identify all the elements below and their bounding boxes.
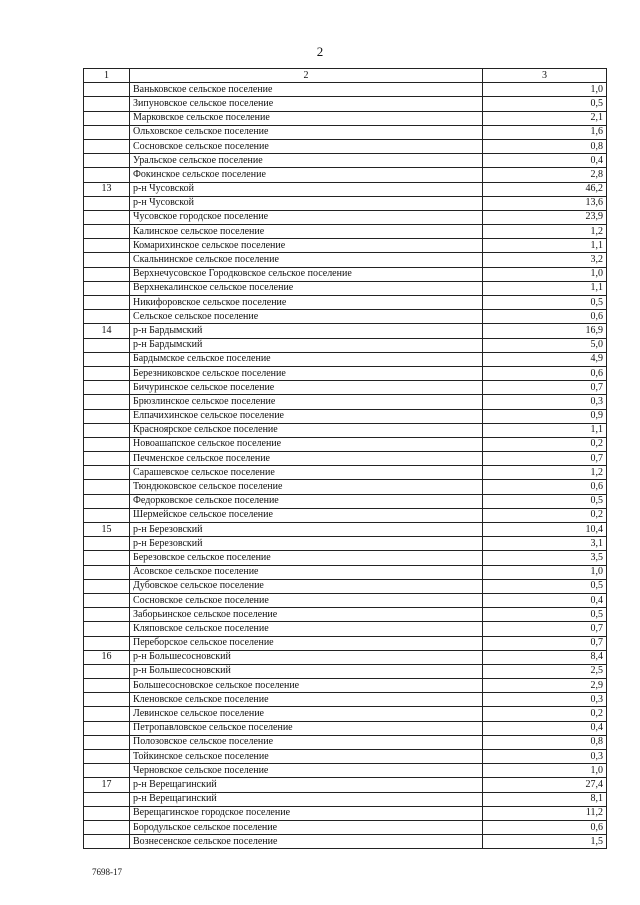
value-cell: 0,6 (483, 480, 607, 494)
value-cell: 3,2 (483, 253, 607, 267)
settlement-name-cell: Кляповское сельское поселение (130, 622, 483, 636)
value-cell: 0,3 (483, 750, 607, 764)
table-row (84, 480, 607, 494)
row-number-cell (84, 267, 130, 281)
table-row (84, 111, 607, 125)
row-number-cell (84, 480, 130, 494)
row-number-cell: 13 (84, 182, 130, 196)
value-cell: 3,5 (483, 551, 607, 565)
row-number-cell (84, 423, 130, 437)
table-row (84, 622, 607, 636)
row-number-cell (84, 693, 130, 707)
value-cell: 1,2 (483, 225, 607, 239)
settlement-name-cell: Верещагинское городское поселение (130, 806, 483, 820)
table-row (84, 168, 607, 182)
row-number-cell (84, 764, 130, 778)
table-row (84, 324, 607, 338)
settlement-name-cell: р-н Верещагинский (130, 778, 483, 792)
row-number-cell (84, 154, 130, 168)
value-cell: 0,7 (483, 381, 607, 395)
table-row (84, 778, 607, 792)
row-number-cell (84, 111, 130, 125)
settlement-name-cell: Скальнинское сельское поселение (130, 253, 483, 267)
value-cell: 4,9 (483, 352, 607, 366)
row-number-cell (84, 735, 130, 749)
row-number-cell (84, 608, 130, 622)
settlement-name-cell: Марковское сельское поселение (130, 111, 483, 125)
row-number-cell: 17 (84, 778, 130, 792)
table-row (84, 139, 607, 153)
value-cell: 0,7 (483, 636, 607, 650)
settlement-name-cell: Зипуновское сельское поселение (130, 97, 483, 111)
table-row (84, 409, 607, 423)
value-cell: 1,1 (483, 239, 607, 253)
table-row (84, 494, 607, 508)
settlement-name-cell: р-н Большесосновский (130, 650, 483, 664)
settlement-name-cell: Левинское сельское поселение (130, 707, 483, 721)
row-number-cell (84, 806, 130, 820)
value-cell: 0,9 (483, 409, 607, 423)
settlement-name-cell: Вознесенское сельское поселение (130, 835, 483, 849)
table-row (84, 395, 607, 409)
value-cell: 3,1 (483, 537, 607, 551)
header-cell-3: 3 (483, 69, 607, 83)
value-cell: 0,8 (483, 735, 607, 749)
document-code: 7698-17 (92, 867, 122, 877)
value-cell: 1,0 (483, 267, 607, 281)
settlement-name-cell: Комарихинское сельское поселение (130, 239, 483, 253)
table-row (84, 806, 607, 820)
row-number-cell (84, 310, 130, 324)
value-cell: 0,5 (483, 608, 607, 622)
value-cell: 0,2 (483, 707, 607, 721)
settlement-name-cell: Переборское сельское поселение (130, 636, 483, 650)
settlement-name-cell: р-н Бардымский (130, 338, 483, 352)
table-row (84, 750, 607, 764)
table-row (84, 437, 607, 451)
row-number-cell (84, 593, 130, 607)
settlement-name-cell: Сельское сельское поселение (130, 310, 483, 324)
settlement-name-cell: р-н Бардымский (130, 324, 483, 338)
row-number-cell (84, 409, 130, 423)
table-row (84, 636, 607, 650)
table-row (84, 551, 607, 565)
row-number-cell (84, 296, 130, 310)
row-number-cell: 14 (84, 324, 130, 338)
value-cell: 0,2 (483, 437, 607, 451)
value-cell: 1,6 (483, 125, 607, 139)
value-cell: 1,0 (483, 565, 607, 579)
row-number-cell (84, 750, 130, 764)
value-cell: 0,7 (483, 622, 607, 636)
table-body (84, 69, 607, 849)
settlement-name-cell: Верхнекалинское сельское поселение (130, 281, 483, 295)
value-cell: 1,2 (483, 466, 607, 480)
value-cell: 0,4 (483, 154, 607, 168)
table-row (84, 466, 607, 480)
value-cell: 0,5 (483, 97, 607, 111)
row-number-cell (84, 537, 130, 551)
value-cell: 11,2 (483, 806, 607, 820)
value-cell: 0,4 (483, 593, 607, 607)
table-row (84, 352, 607, 366)
settlement-name-cell: р-н Чусовской (130, 182, 483, 196)
table-row (84, 764, 607, 778)
row-number-cell (84, 125, 130, 139)
value-cell: 0,6 (483, 820, 607, 834)
settlement-name-cell: Кленовское сельское поселение (130, 693, 483, 707)
row-number-cell: 16 (84, 650, 130, 664)
value-cell: 2,1 (483, 111, 607, 125)
row-number-cell (84, 253, 130, 267)
row-number-cell (84, 381, 130, 395)
value-cell: 0,6 (483, 310, 607, 324)
settlement-name-cell: Никифоровское сельское поселение (130, 296, 483, 310)
row-number-cell (84, 352, 130, 366)
row-number-cell (84, 210, 130, 224)
settlement-name-cell: р-н Чусовской (130, 196, 483, 210)
value-cell: 2,5 (483, 664, 607, 678)
table-row (84, 310, 607, 324)
settlement-name-cell: Федорковское сельское поселение (130, 494, 483, 508)
table-row (84, 608, 607, 622)
row-number-cell (84, 83, 130, 97)
value-cell: 8,4 (483, 650, 607, 664)
table-row (84, 281, 607, 295)
table-row (84, 239, 607, 253)
row-number-cell (84, 239, 130, 253)
row-number-cell (84, 139, 130, 153)
value-cell: 1,0 (483, 83, 607, 97)
value-cell: 13,6 (483, 196, 607, 210)
data-table (83, 68, 607, 849)
table-row (84, 664, 607, 678)
value-cell: 5,0 (483, 338, 607, 352)
settlement-name-cell: Березовское сельское поселение (130, 551, 483, 565)
table-row (84, 423, 607, 437)
row-number-cell (84, 792, 130, 806)
row-number-cell (84, 636, 130, 650)
row-number-cell (84, 565, 130, 579)
table-row (84, 650, 607, 664)
row-number-cell (84, 225, 130, 239)
settlement-name-cell: р-н Березовский (130, 523, 483, 537)
settlement-name-cell: Ольховское сельское поселение (130, 125, 483, 139)
row-number-cell (84, 437, 130, 451)
settlement-name-cell: р-н Верещагинский (130, 792, 483, 806)
table-row (84, 792, 607, 806)
value-cell: 0,3 (483, 395, 607, 409)
row-number-cell: 15 (84, 523, 130, 537)
table-row (84, 125, 607, 139)
table-row (84, 196, 607, 210)
value-cell: 1,0 (483, 764, 607, 778)
value-cell: 2,8 (483, 168, 607, 182)
row-number-cell (84, 196, 130, 210)
value-cell: 0,5 (483, 494, 607, 508)
settlement-name-cell: Тойкинское сельское поселение (130, 750, 483, 764)
settlement-name-cell: Чусовское городское поселение (130, 210, 483, 224)
settlement-name-cell: Печменское сельское поселение (130, 452, 483, 466)
value-cell: 1,1 (483, 423, 607, 437)
settlement-name-cell: Заборьинское сельское поселение (130, 608, 483, 622)
row-number-cell (84, 622, 130, 636)
table-row (84, 508, 607, 522)
value-cell: 0,5 (483, 579, 607, 593)
value-cell: 8,1 (483, 792, 607, 806)
row-number-cell (84, 452, 130, 466)
row-number-cell (84, 466, 130, 480)
table-row (84, 537, 607, 551)
table-row (84, 267, 607, 281)
settlement-name-cell: Красноярское сельское поселение (130, 423, 483, 437)
row-number-cell (84, 664, 130, 678)
settlement-name-cell: Петропавловское сельское поселение (130, 721, 483, 735)
value-cell: 10,4 (483, 523, 607, 537)
table-row (84, 721, 607, 735)
table-row (84, 97, 607, 111)
row-number-cell (84, 366, 130, 380)
value-cell: 0,7 (483, 452, 607, 466)
table-row (84, 338, 607, 352)
row-number-cell (84, 395, 130, 409)
settlement-name-cell: Полозовское сельское поселение (130, 735, 483, 749)
value-cell: 27,4 (483, 778, 607, 792)
table-row (84, 381, 607, 395)
table-row (84, 820, 607, 834)
value-cell: 0,4 (483, 721, 607, 735)
settlement-name-cell: Бардымское сельское поселение (130, 352, 483, 366)
settlement-name-cell: Фокинское сельское поселение (130, 168, 483, 182)
table-row (84, 154, 607, 168)
row-number-cell (84, 707, 130, 721)
value-cell: 0,3 (483, 693, 607, 707)
table-row (84, 225, 607, 239)
table-row (84, 679, 607, 693)
table-row (84, 835, 607, 849)
value-cell: 0,6 (483, 366, 607, 380)
value-cell: 16,9 (483, 324, 607, 338)
settlement-name-cell: Уральское сельское поселение (130, 154, 483, 168)
row-number-cell (84, 679, 130, 693)
table-header-row (84, 69, 607, 83)
settlement-name-cell: Сарашевское сельское поселение (130, 466, 483, 480)
settlement-name-cell: Черновское сельское поселение (130, 764, 483, 778)
settlement-name-cell: Большесосновское сельское поселение (130, 679, 483, 693)
row-number-cell (84, 721, 130, 735)
row-number-cell (84, 281, 130, 295)
table-row (84, 452, 607, 466)
settlement-name-cell: р-н Большесосновский (130, 664, 483, 678)
row-number-cell (84, 494, 130, 508)
settlement-name-cell: Ваньковское сельское поселение (130, 83, 483, 97)
table-row (84, 182, 607, 196)
value-cell: 0,2 (483, 508, 607, 522)
row-number-cell (84, 508, 130, 522)
settlement-name-cell: Дубовское сельское поселение (130, 579, 483, 593)
value-cell: 1,1 (483, 281, 607, 295)
row-number-cell (84, 579, 130, 593)
header-cell-1: 1 (84, 69, 130, 83)
settlement-name-cell: Верхнечусовское Городковское сельское поселение (130, 267, 483, 281)
table-row (84, 253, 607, 267)
settlement-name-cell: Брюзлинское сельское поселение (130, 395, 483, 409)
value-cell: 2,9 (483, 679, 607, 693)
table-row (84, 565, 607, 579)
settlement-name-cell: Асовское сельское поселение (130, 565, 483, 579)
table-row (84, 735, 607, 749)
row-number-cell (84, 551, 130, 565)
row-number-cell (84, 835, 130, 849)
settlement-name-cell: Березниковское сельское поселение (130, 366, 483, 380)
row-number-cell (84, 338, 130, 352)
table-row (84, 210, 607, 224)
row-number-cell (84, 168, 130, 182)
table-row (84, 296, 607, 310)
settlement-name-cell: Новоашапское сельское поселение (130, 437, 483, 451)
table-row (84, 579, 607, 593)
table-row (84, 83, 607, 97)
settlement-name-cell: Бородульское сельское поселение (130, 820, 483, 834)
value-cell: 46,2 (483, 182, 607, 196)
settlement-name-cell: р-н Березовский (130, 537, 483, 551)
value-cell: 23,9 (483, 210, 607, 224)
row-number-cell (84, 97, 130, 111)
value-cell: 0,5 (483, 296, 607, 310)
table-row (84, 593, 607, 607)
header-cell-2: 2 (130, 69, 483, 83)
value-cell: 0,8 (483, 139, 607, 153)
row-number-cell (84, 820, 130, 834)
table-row (84, 366, 607, 380)
table-row (84, 707, 607, 721)
table-row (84, 693, 607, 707)
settlement-name-cell: Бичуринское сельское поселение (130, 381, 483, 395)
settlement-name-cell: Тюндюковское сельское поселение (130, 480, 483, 494)
page-number: 2 (316, 44, 324, 59)
value-cell: 1,5 (483, 835, 607, 849)
settlement-name-cell: Шермейское сельское поселение (130, 508, 483, 522)
settlement-name-cell: Елпачихинское сельское поселение (130, 409, 483, 423)
table-row (84, 523, 607, 537)
settlement-name-cell: Сосновское сельское поселение (130, 593, 483, 607)
settlement-name-cell: Калинское сельское поселение (130, 225, 483, 239)
settlement-name-cell: Сосновское сельское поселение (130, 139, 483, 153)
